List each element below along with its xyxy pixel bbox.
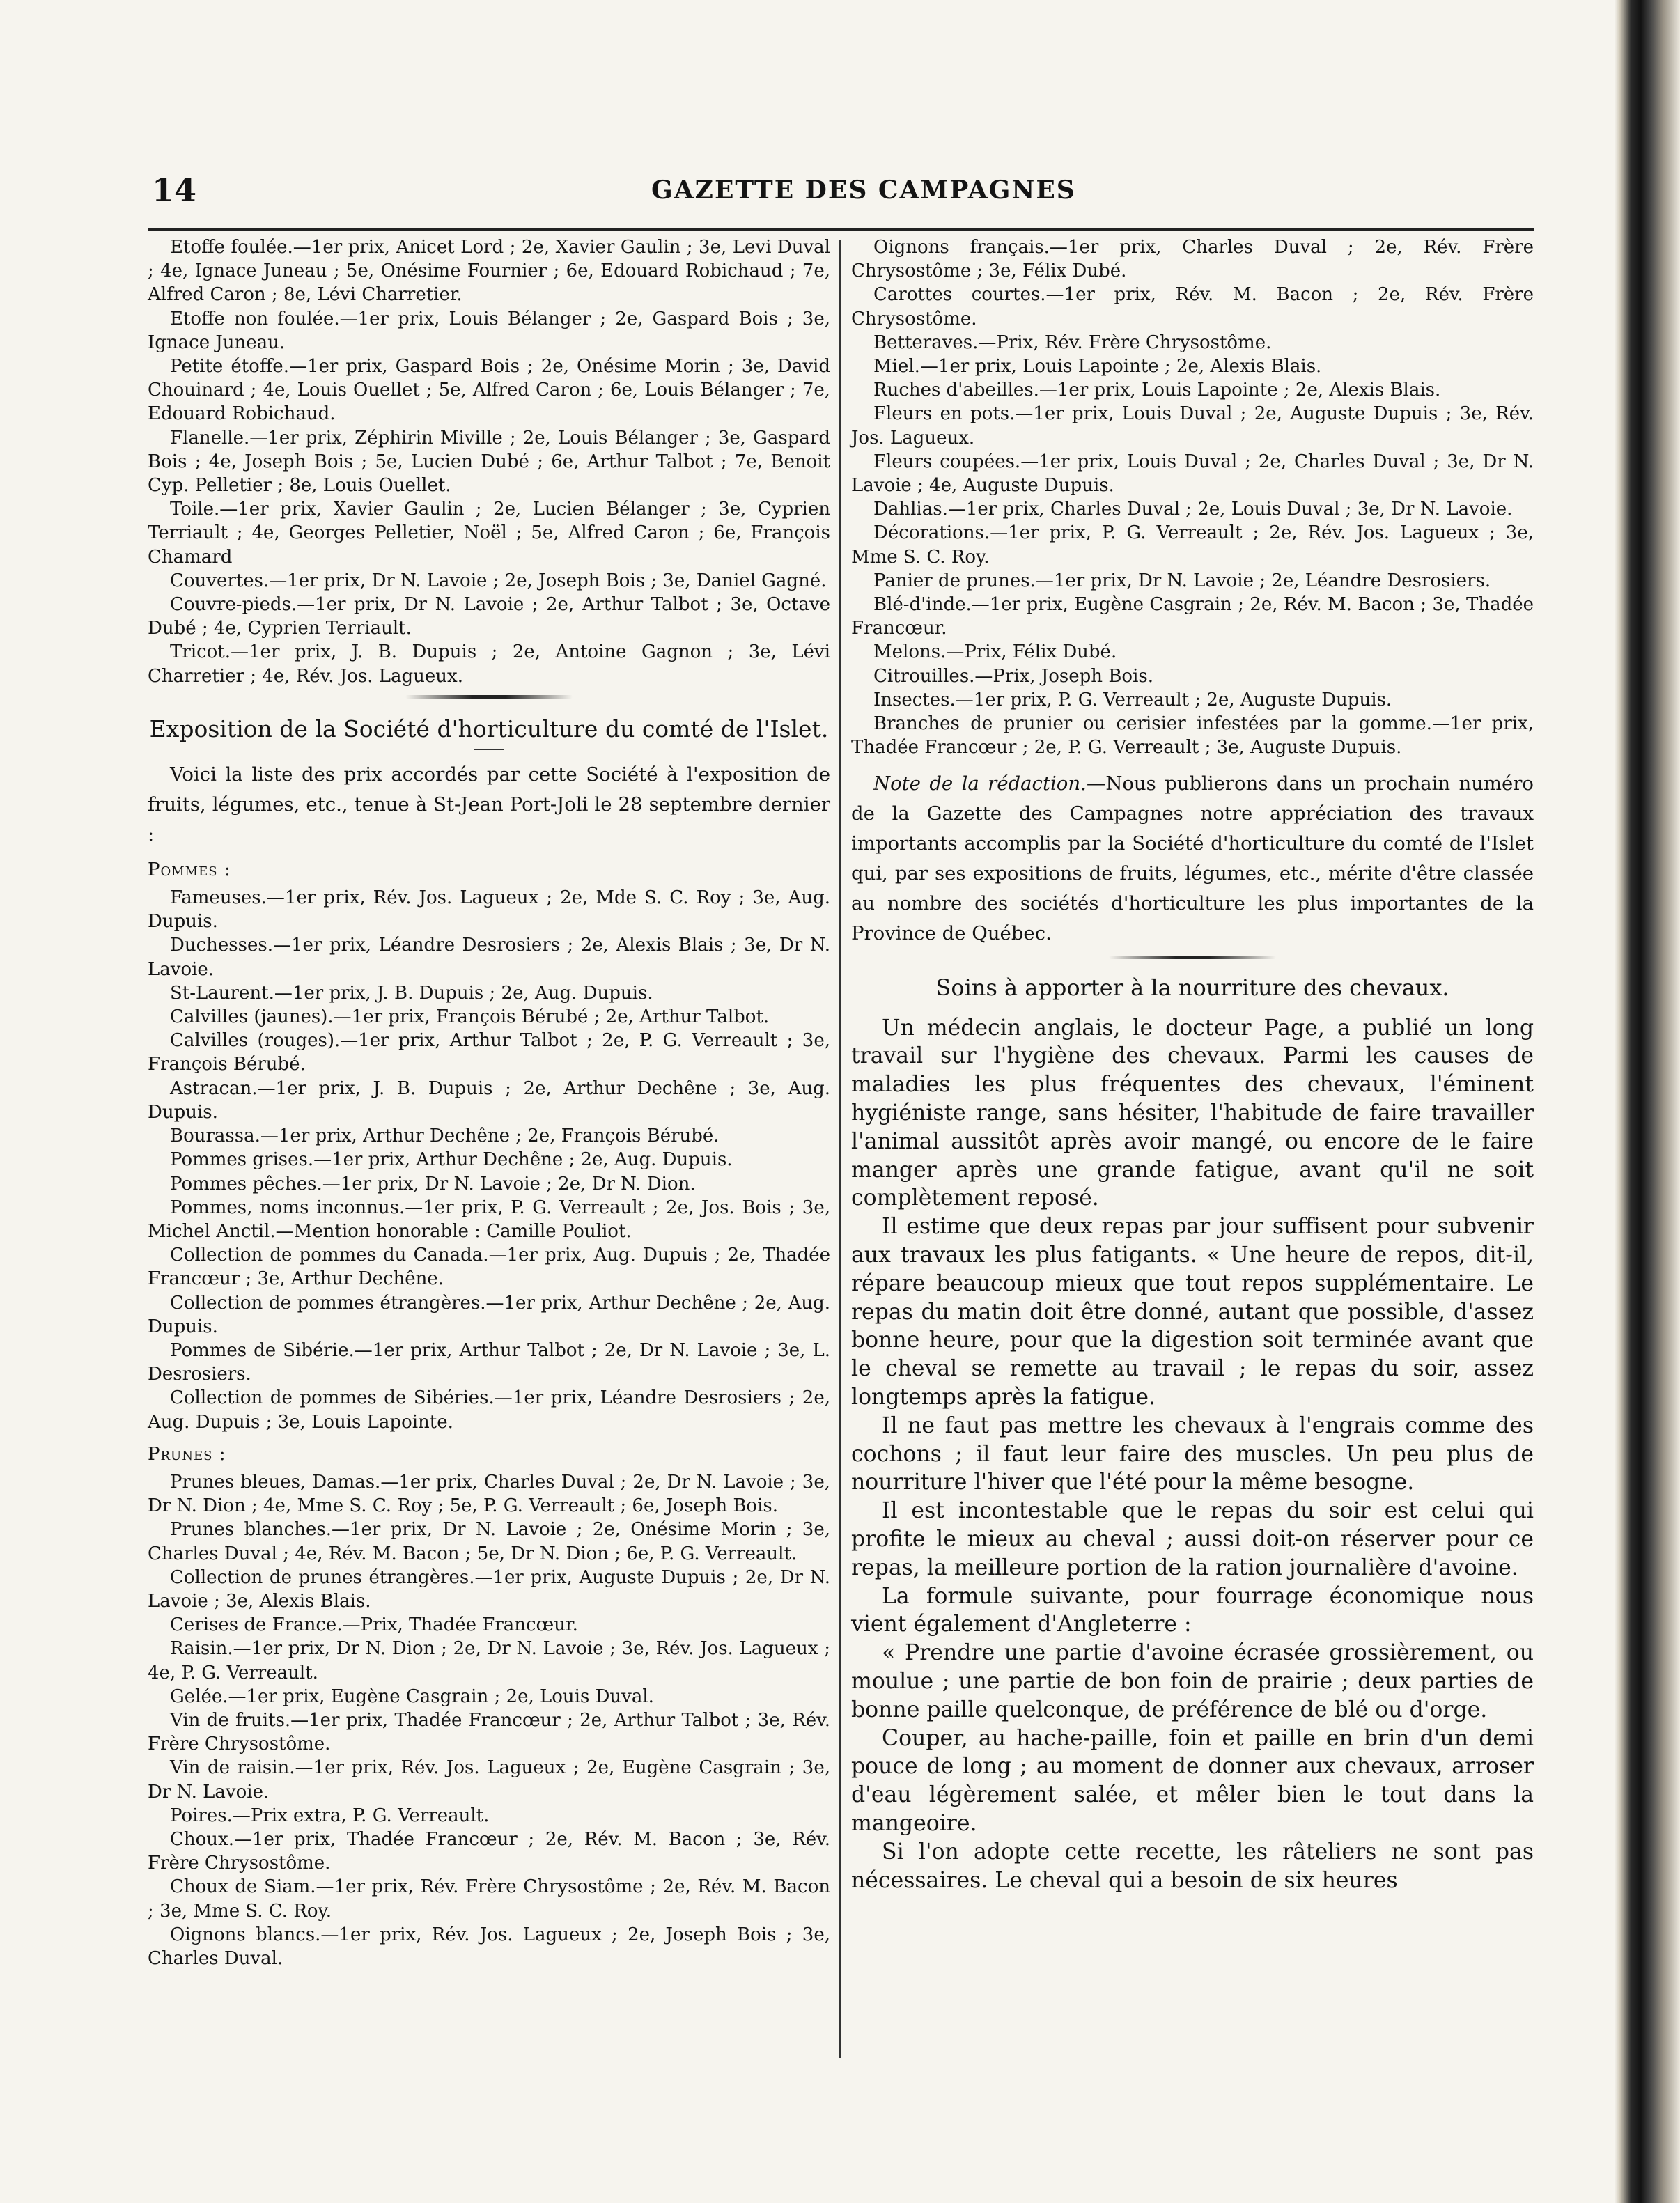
article-paragraph: Couper, au hache-paille, foin et paille en brin d'un demi pouce de long ; au moment de donner aux chevaux, arroser d'eau légèrement salée, et mêler bien le tout dans la mangeoire. — [851, 1725, 1534, 1836]
article-paragraph: « Prendre une partie d'avoine écrasée grossièrement, ou moulue ; une partie de bon foin de prairie ; deux parties de bonne paille quelconque, de préférence de blé ou d'orge. — [851, 1640, 1534, 1722]
prize-entry: Miel.—1er prix, Louis Lapointe ; 2e, Alexis Blais. — [873, 356, 1322, 377]
prize-entry: Pommes grises.—1er prix, Arthur Dechêne ; 2e, Aug. Dupuis. — [170, 1149, 733, 1171]
prize-entry: Prunes bleues, Damas.—1er prix, Charles Duval ; 2e, Dr N. Lavoie ; 3e, Dr N. Dion ; 4e, Mme S. C. Roy ; 5e, P. G. Verreault ; 6e, Joseph Bois. — [148, 1471, 830, 1517]
prize-entry: Couvre-pieds.—1er prix, Dr N. Lavoie ; 2e, Arthur Talbot ; 3e, Octave Dubé ; 4e, Cyprien Terriault. — [148, 594, 830, 639]
article-paragraph: Si l'on adopte cette recette, les râteliers ne sont pas nécessaires. Le cheval qui a besoin de six heures — [851, 1839, 1534, 1893]
prize-entry: Poires.—Prix extra, P. G. Verreault. — [170, 1805, 490, 1826]
prize-entry: Carottes courtes.—1er prix, Rév. M. Bacon ; 2e, Rév. Frère Chrysostôme. — [851, 284, 1534, 329]
prize-entry: Collection de pommes de Sibéries.—1er prix, Léandre Desrosiers ; 2e, Aug. Dupuis ; 3e, Louis Lapointe. — [148, 1387, 830, 1433]
category-label-prunes: Prunes : — [148, 1443, 226, 1465]
prize-entry: St-Laurent.—1er prix, J. B. Dupuis ; 2e, Aug. Dupuis. — [170, 982, 653, 1004]
prize-entry: Choux de Siam.—1er prix, Rév. Frère Chrysostôme ; 2e, Rév. M. Bacon ; 3e, Mme S. C. Roy. — [148, 1876, 830, 1922]
prize-entry: Pommes de Sibérie.—1er prix, Arthur Talbot ; 2e, Dr N. Lavoie ; 3e, L. Desrosiers. — [148, 1339, 830, 1385]
prize-entry: Ruches d'abeilles.—1er prix, Louis Lapointe ; 2e, Alexis Blais. — [873, 380, 1441, 401]
prize-entry: Calvilles (jaunes).—1er prix, François Bérubé ; 2e, Arthur Talbot. — [170, 1006, 770, 1028]
prize-entry: Pommes pêches.—1er prix, Dr N. Lavoie ; 2e, Dr N. Dion. — [170, 1173, 696, 1194]
prize-entry: Insectes.—1er prix, P. G. Verreault ; 2e, Auguste Dupuis. — [873, 689, 1392, 710]
prize-entry: Toile.—1er prix, Xavier Gaulin ; 2e, Lucien Bélanger ; 3e, Cyprien Terriault ; 4e, Georges Pelletier, Noël ; 5e, Alfred Caron ; 6e, François Chamard — [148, 499, 830, 568]
note-body: —Nous publierons dans un prochain numéro de la Gazette des Campagnes notre appréciation des travaux importants accomplis par la Société d'horticulture du comté de l'Islet qui, par ses expositions de fruits, légumes, etc., mérite d'être classée au nombre des sociétés d'horticulture les plus importantes de la Province de Québec. — [851, 772, 1534, 945]
prize-entry: Etoffe non foulée.—1er prix, Louis Bélanger ; 2e, Gaspard Bois ; 3e, Ignace Juneau. — [148, 308, 830, 353]
prize-entry: Décorations.—1er prix, P. G. Verreault ; 2e, Rév. Jos. Lagueux ; 3e, Mme S. C. Roy. — [851, 522, 1534, 568]
category-label-pommes: Pommes : — [148, 859, 231, 880]
column-divider — [839, 240, 841, 2058]
prize-entry: Choux.—1er prix, Thadée Francœur ; 2e, Rév. M. Bacon ; 3e, Rév. Frère Chrysostôme. — [148, 1828, 830, 1874]
prize-entry: Betteraves.—Prix, Rév. Frère Chrysostôme. — [873, 332, 1272, 353]
prize-entry: Astracan.—1er prix, J. B. Dupuis ; 2e, Arthur Dechêne ; 3e, Aug. Dupuis. — [148, 1077, 830, 1123]
prize-entry: Citrouilles.—Prix, Joseph Bois. — [873, 665, 1153, 687]
header-rule — [148, 228, 1534, 231]
article-paragraph: Il est incontestable que le repas du soir est celui qui profite le mieux au cheval ; aussi doit-on réserver pour ce repas, la meilleure portion de la ration journalière d'avoine. — [851, 1498, 1534, 1580]
article-body — [851, 1014, 1534, 1895]
left-column — [148, 235, 830, 1970]
prize-entry: Oignons blancs.—1er prix, Rév. Jos. Lagueux ; 2e, Joseph Bois ; 3e, Charles Duval. — [148, 1924, 830, 1969]
short-divider — [474, 749, 504, 750]
article-heading: Soins à apporter à la nourriture des chevaux. — [935, 974, 1449, 1002]
prize-entry: Panier de prunes.—1er prix, Dr N. Lavoie ; 2e, Léandre Desrosiers. — [873, 570, 1491, 591]
prize-entry: Melons.—Prix, Félix Dubé. — [873, 641, 1117, 663]
prize-entry: Fleurs en pots.—1er prix, Louis Duval ; 2e, Auguste Dupuis ; 3e, Rév. Jos. Lagueux. — [851, 403, 1534, 449]
prize-entry: Petite étoffe.—1er prix, Gaspard Bois ; 2e, Onésime Morin ; 3e, David Chouinard ; 4e, Louis Ouellet ; 5e, Alfred Caron ; 6e, Louis Bélanger ; 7e, Edouard Robichaud. — [148, 356, 830, 425]
prize-entry: Oignons français.—1er prix, Charles Duval ; 2e, Rév. Frère Chrysostôme ; 3e, Félix Dubé. — [851, 237, 1534, 282]
editorial-note — [851, 769, 1534, 949]
prize-entry: Blé-d'inde.—1er prix, Eugène Casgrain ; 2e, Rév. M. Bacon ; 3e, Thadée Francœur. — [851, 594, 1534, 639]
article-paragraph: Il estime que deux repas par jour suffisent pour subvenir aux travaux les plus fatigants. « Une heure de repos, dit-il, répare beaucoup mieux que tout repos supplémentaire. Le repas du matin doit être donné, autant que possible, d'assez bonne heure, pour que la digestion soit terminée avant que le cheval se remette au travail ; le repas du soir, assez longtemps après la fatigue. — [851, 1214, 1534, 1410]
ornamental-divider — [405, 695, 573, 699]
article-paragraph: Il ne faut pas mettre les chevaux à l'engrais comme des cochons ; il faut leur faire des muscles. Un peu plus de nourriture l'hiver que l'été pour la même besogne. — [851, 1412, 1534, 1495]
article-paragraph: Un médecin anglais, le docteur Page, a publié un long travail sur l'hygiène des chevaux. Parmi les causes de maladies les plus fréquentes des chevaux, l'éminent hygiéniste range, sans hésiter, l'habitude de faire travailler l'animal aussitôt après avoir mangé, ou encore de le faire manger après une grande fatigue, avant qu'il ne soit complètement reposé. — [851, 1015, 1534, 1211]
note-label: Note de la rédaction. — [873, 772, 1087, 795]
page-edge-binding — [1615, 0, 1680, 2203]
prize-entry: Etoffe foulée.—1er prix, Anicet Lord ; 2e, Xavier Gaulin ; 3e, Levi Duval ; 4e, Ignace Juneau ; 5e, Onésime Fournier ; 6e, Edouard Robichaud ; 7e, Alfred Caron ; 8e, Lévi Charretier. — [148, 237, 830, 306]
section-intro: Voici la liste des prix accordés par cette Société à l'exposition de fruits, légumes, etc., tenue à St-Jean Port-Joli le 28 septembre dernier : — [148, 763, 830, 846]
pommes-prize-list — [148, 886, 830, 1434]
prize-entry: Couvertes.—1er prix, Dr N. Lavoie ; 2e, Joseph Bois ; 3e, Daniel Gagné. — [170, 570, 827, 591]
prize-entry: Flanelle.—1er prix, Zéphirin Miville ; 2e, Louis Bélanger ; 3e, Gaspard Bois ; 4e, Joseph Bois ; 5e, Lucien Dubé ; 6e, Arthur Talbot ; 7e, Benoit Cyp. Pelletier ; 8e, Louis Ouellet. — [148, 427, 830, 497]
prize-entry: Calvilles (rouges).—1er prix, Arthur Talbot ; 2e, P. G. Verreault ; 3e, François Bérubé. — [148, 1030, 830, 1075]
running-title: GAZETTE DES CAMPAGNES — [651, 176, 1076, 205]
prize-entry: Collection de pommes du Canada.—1er prix, Aug. Dupuis ; 2e, Thadée Francœur ; 3e, Arthur Dechêne. — [148, 1245, 830, 1290]
prunes-prize-list — [148, 1470, 830, 1970]
prize-entry: Gelée.—1er prix, Eugène Casgrain ; 2e, Louis Duval. — [170, 1686, 654, 1707]
textile-prize-list — [148, 235, 830, 688]
prize-entry: Fameuses.—1er prix, Rév. Jos. Lagueux ; 2e, Mde S. C. Roy ; 3e, Aug. Dupuis. — [148, 887, 830, 933]
article-paragraph: La formule suivante, pour fourrage économique nous vient également d'Angleterre : — [851, 1583, 1534, 1637]
prize-entry: Bourassa.—1er prix, Arthur Dechêne ; 2e, François Bérubé. — [170, 1126, 720, 1147]
section-heading: Exposition de la Société d'horticulture du comté de l'Islet. — [149, 715, 829, 742]
prize-entry: Raisin.—1er prix, Dr N. Dion ; 2e, Dr N. Lavoie ; 3e, Rév. Jos. Lagueux ; 4e, P. G. Verreault. — [148, 1638, 830, 1683]
prize-entry: Cerises de France.—Prix, Thadée Francœur. — [170, 1614, 578, 1636]
ornamental-divider — [1109, 956, 1276, 959]
prize-entry: Fleurs coupées.—1er prix, Louis Duval ; 2e, Charles Duval ; 3e, Dr N. Lavoie ; 4e, Auguste Dupuis. — [851, 451, 1534, 497]
prize-entry: Dahlias.—1er prix, Charles Duval ; 2e, Louis Duval ; 3e, Dr N. Lavoie. — [873, 499, 1513, 520]
prize-entry: Collection de pommes étrangères.—1er prix, Arthur Dechêne ; 2e, Aug. Dupuis. — [148, 1292, 830, 1337]
page-number: 14 — [152, 171, 197, 209]
prize-entry: Duchesses.—1er prix, Léandre Desrosiers ; 2e, Alexis Blais ; 3e, Dr N. Lavoie. — [148, 935, 830, 980]
prize-entry: Vin de raisin.—1er prix, Rév. Jos. Lagueux ; 2e, Eugène Casgrain ; 3e, Dr N. Lavoie. — [148, 1757, 830, 1803]
right-column — [851, 235, 1534, 1894]
prize-entry: Tricot.—1er prix, J. B. Dupuis ; 2e, Antoine Gagnon ; 3e, Lévi Charretier ; 4e, Rév. Jos. Lagueux. — [148, 641, 830, 687]
vegetable-prize-list — [851, 235, 1534, 759]
prize-entry: Prunes blanches.—1er prix, Dr N. Lavoie ; 2e, Onésime Morin ; 3e, Charles Duval ; 4e, Rév. M. Bacon ; 5e, Dr N. Dion ; 6e, P. G. Verreault. — [148, 1519, 830, 1564]
prize-entry: Vin de fruits.—1er prix, Thadée Francœur ; 2e, Arthur Talbot ; 3e, Rév. Frère Chrysostôme. — [148, 1709, 830, 1755]
prize-entry: Collection de prunes étrangères.—1er prix, Auguste Dupuis ; 2e, Dr N. Lavoie ; 3e, Alexis Blais. — [148, 1566, 830, 1612]
prize-entry: Pommes, noms inconnus.—1er prix, P. G. Verreault ; 2e, Jos. Bois ; 3e, Michel Anctil.—Mention honorable : Camille Pouliot. — [148, 1197, 830, 1242]
prize-entry: Branches de prunier ou cerisier infestées par la gomme.—1er prix, Thadée Francœur ; 2e, P. G. Verreault ; 3e, Auguste Dupuis. — [851, 713, 1534, 758]
